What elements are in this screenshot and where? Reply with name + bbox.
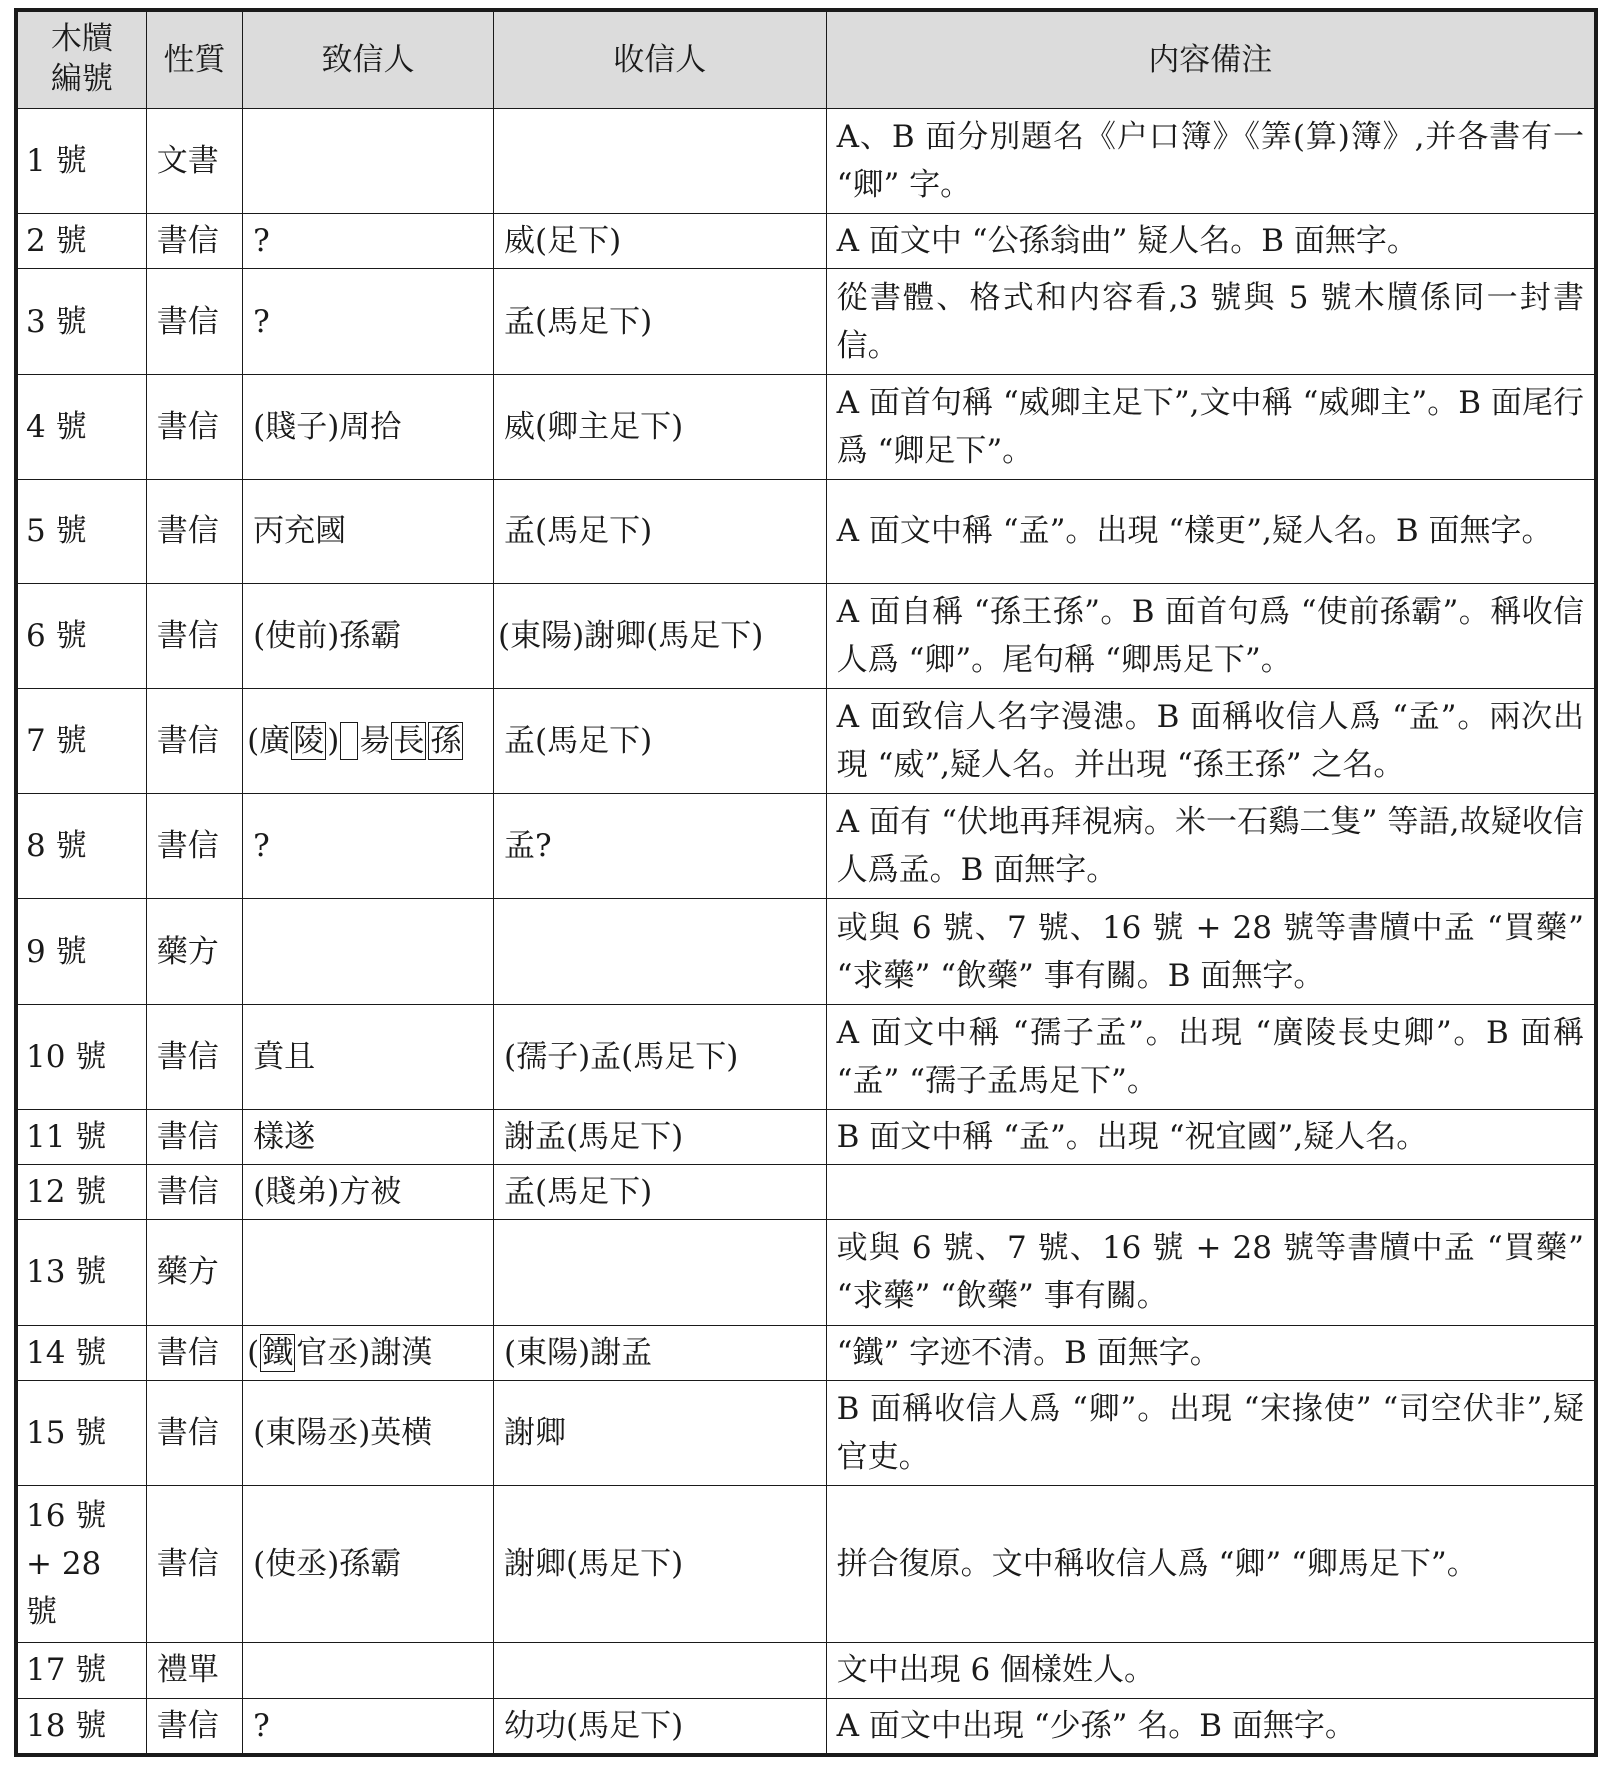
header-row <box>18 12 1595 109</box>
table-row <box>18 1325 1595 1380</box>
cell-sender <box>243 1643 494 1698</box>
table-row <box>18 1698 1595 1753</box>
cell-slip-number: 5 號 <box>18 479 147 583</box>
table-row <box>18 1004 1595 1109</box>
cell-slip-number: 8 號 <box>18 794 147 899</box>
cell-sender: ? <box>243 214 494 269</box>
cell-note: A 面首句稱 “威卿主足下”,文中稱 “威卿主”。B 面尾行爲 “卿足下”。 <box>826 374 1594 479</box>
cell-sender: (賤弟)方被 <box>243 1165 494 1220</box>
header-note: 内容備注 <box>826 12 1594 109</box>
table-row <box>18 374 1595 479</box>
cell-recipient: 孟? <box>493 794 826 899</box>
cell-note: A 面文中稱 “孟”。出現 “樣更”,疑人名。B 面無字。 <box>826 479 1594 583</box>
table-row <box>18 479 1595 583</box>
cell-type: 書信 <box>146 1380 242 1485</box>
table-row <box>18 214 1595 269</box>
cell-sender: (東陽丞)英横 <box>243 1380 494 1485</box>
boxed-glyph: 孫 <box>430 723 462 760</box>
table-row <box>18 689 1595 794</box>
cell-type: 書信 <box>146 374 242 479</box>
cell-sender: 樣遂 <box>243 1109 494 1164</box>
cell-recipient: 孟(馬足下) <box>493 479 826 583</box>
cell-slip-number: 13 號 <box>18 1220 147 1325</box>
cell-slip-number: 12 號 <box>18 1165 147 1220</box>
cell-slip-number: 4 號 <box>18 374 147 479</box>
wooden-slips-table <box>17 11 1595 1754</box>
cell-type: 書信 <box>146 269 242 374</box>
cell-sender: (鐵官丞)謝漢 <box>243 1325 494 1380</box>
table-row <box>18 794 1595 899</box>
cell-type: 文書 <box>146 109 242 214</box>
cell-recipient: 孟(馬足下) <box>493 1165 826 1220</box>
boxed-glyph: 長 <box>393 723 425 760</box>
cell-recipient: 謝孟(馬足下) <box>493 1109 826 1164</box>
cell-note <box>826 1165 1594 1220</box>
cell-note: 文中出現 6 個樣姓人。 <box>826 1643 1594 1698</box>
cell-note: A 面文中 “公孫翁曲” 疑人名。B 面無字。 <box>826 214 1594 269</box>
cell-slip-number: 9 號 <box>18 899 147 1004</box>
cell-type: 書信 <box>146 794 242 899</box>
header-recipient: 收信人 <box>493 12 826 109</box>
cell-slip-number: 3 號 <box>18 269 147 374</box>
letters-table-frame <box>14 8 1598 1757</box>
cell-slip-number: 14 號 <box>18 1325 147 1380</box>
cell-note: 或與 6 號、7 號、16 號 + 28 號等書牘中孟 “買藥” “求藥” “飲藥” 事有關。B 面無字。 <box>826 899 1594 1004</box>
cell-note: A 面有 “伏地再拜視病。米一石鷄二隻” 等語,故疑收信人爲孟。B 面無字。 <box>826 794 1594 899</box>
cell-sender: (使丞)孫霸 <box>243 1486 494 1643</box>
cell-note: A、B 面分別題名《户口簿》《筭(算)簿》,并各書有一 “卿” 字。 <box>826 109 1594 214</box>
cell-type: 書信 <box>146 1165 242 1220</box>
cell-sender: ? <box>243 794 494 899</box>
cell-sender <box>243 1220 494 1325</box>
boxed-glyph <box>340 722 358 760</box>
cell-slip-number: 17 號 <box>18 1643 147 1698</box>
cell-type: 藥方 <box>146 1220 242 1325</box>
cell-note: 拼合復原。文中稱收信人爲 “卿” “卿馬足下”。 <box>826 1486 1594 1643</box>
boxed-glyph: 陵 <box>293 723 325 760</box>
table-row <box>18 899 1595 1004</box>
cell-sender <box>243 899 494 1004</box>
table-row <box>18 1220 1595 1325</box>
cell-note: 從書體、格式和内容看,3 號與 5 號木牘係同一封書信。 <box>826 269 1594 374</box>
cell-sender: 賁且 <box>243 1004 494 1109</box>
table-row <box>18 583 1595 688</box>
table-row <box>18 1486 1595 1643</box>
header-type: 性質 <box>146 12 242 109</box>
cell-recipient <box>493 109 826 214</box>
cell-recipient <box>493 1643 826 1698</box>
cell-slip-number: 16 號 + 28 號 <box>18 1486 147 1643</box>
cell-recipient <box>493 1220 826 1325</box>
cell-type: 禮單 <box>146 1643 242 1698</box>
cell-recipient: (東陽)謝孟 <box>493 1325 826 1380</box>
table-row <box>18 1165 1595 1220</box>
cell-note: A 面自稱 “孫王孫”。B 面首句爲 “使前孫霸”。稱收信人爲 “卿”。尾句稱 “卿馬足下”。 <box>826 583 1594 688</box>
cell-sender: (賤子)周拾 <box>243 374 494 479</box>
table-row <box>18 1380 1595 1485</box>
table-row <box>18 269 1595 374</box>
cell-recipient: (孺子)孟(馬足下) <box>493 1004 826 1109</box>
cell-recipient: 謝卿(馬足下) <box>493 1486 826 1643</box>
cell-sender: 丙充國 <box>243 479 494 583</box>
cell-type: 書信 <box>146 1486 242 1643</box>
cell-recipient: 威(足下) <box>493 214 826 269</box>
cell-slip-number: 15 號 <box>18 1380 147 1485</box>
boxed-glyph: 鐵 <box>262 1334 294 1371</box>
cell-slip-number: 10 號 <box>18 1004 147 1109</box>
cell-recipient: 謝卿 <box>493 1380 826 1485</box>
table-row <box>18 1109 1595 1164</box>
cell-type: 藥方 <box>146 899 242 1004</box>
cell-slip-number: 7 號 <box>18 689 147 794</box>
cell-type: 書信 <box>146 689 242 794</box>
cell-slip-number: 18 號 <box>18 1698 147 1753</box>
cell-sender: ? <box>243 269 494 374</box>
cell-sender: ? <box>243 1698 494 1753</box>
cell-recipient: 威(卿主足下) <box>493 374 826 479</box>
cell-recipient: 孟(馬足下) <box>493 689 826 794</box>
cell-type: 書信 <box>146 1325 242 1380</box>
cell-sender: (使前)孫霸 <box>243 583 494 688</box>
cell-slip-number: 2 號 <box>18 214 147 269</box>
cell-slip-number: 1 號 <box>18 109 147 214</box>
cell-type: 書信 <box>146 479 242 583</box>
cell-type: 書信 <box>146 1004 242 1109</box>
table-row <box>18 109 1595 214</box>
cell-type: 書信 <box>146 1698 242 1753</box>
header-sender: 致信人 <box>243 12 494 109</box>
cell-recipient: 孟(馬足下) <box>493 269 826 374</box>
cell-recipient: (東陽)謝卿(馬足下) <box>493 583 826 688</box>
cell-sender: (廣陵) 昜長 孫 <box>243 689 494 794</box>
table-row <box>18 1643 1595 1698</box>
cell-slip-number: 6 號 <box>18 583 147 688</box>
cell-note: A 面致信人名字漫漶。B 面稱收信人爲 “孟”。兩次出現 “威”,疑人名。并出現 “孫王孫” 之名。 <box>826 689 1594 794</box>
cell-note: B 面文中稱 “孟”。出現 “祝宜國”,疑人名。 <box>826 1109 1594 1164</box>
cell-recipient: 幼功(馬足下) <box>493 1698 826 1753</box>
cell-type: 書信 <box>146 583 242 688</box>
header-slip-number: 木牘編號 <box>18 12 147 109</box>
cell-sender <box>243 109 494 214</box>
cell-note: B 面稱收信人爲 “卿”。出現 “宋掾使” “司空伏非”,疑官吏。 <box>826 1380 1594 1485</box>
cell-slip-number: 11 號 <box>18 1109 147 1164</box>
cell-note: “鐵” 字迹不清。B 面無字。 <box>826 1325 1594 1380</box>
cell-type: 書信 <box>146 1109 242 1164</box>
cell-note: 或與 6 號、7 號、16 號 + 28 號等書牘中孟 “買藥” “求藥” “飲藥” 事有關。 <box>826 1220 1594 1325</box>
cell-type: 書信 <box>146 214 242 269</box>
cell-note: A 面文中出現 “少孫” 名。B 面無字。 <box>826 1698 1594 1753</box>
cell-recipient <box>493 899 826 1004</box>
cell-note: A 面文中稱 “孺子孟”。出現 “廣陵長史卿”。B 面稱 “孟” “孺子孟馬足下”。 <box>826 1004 1594 1109</box>
